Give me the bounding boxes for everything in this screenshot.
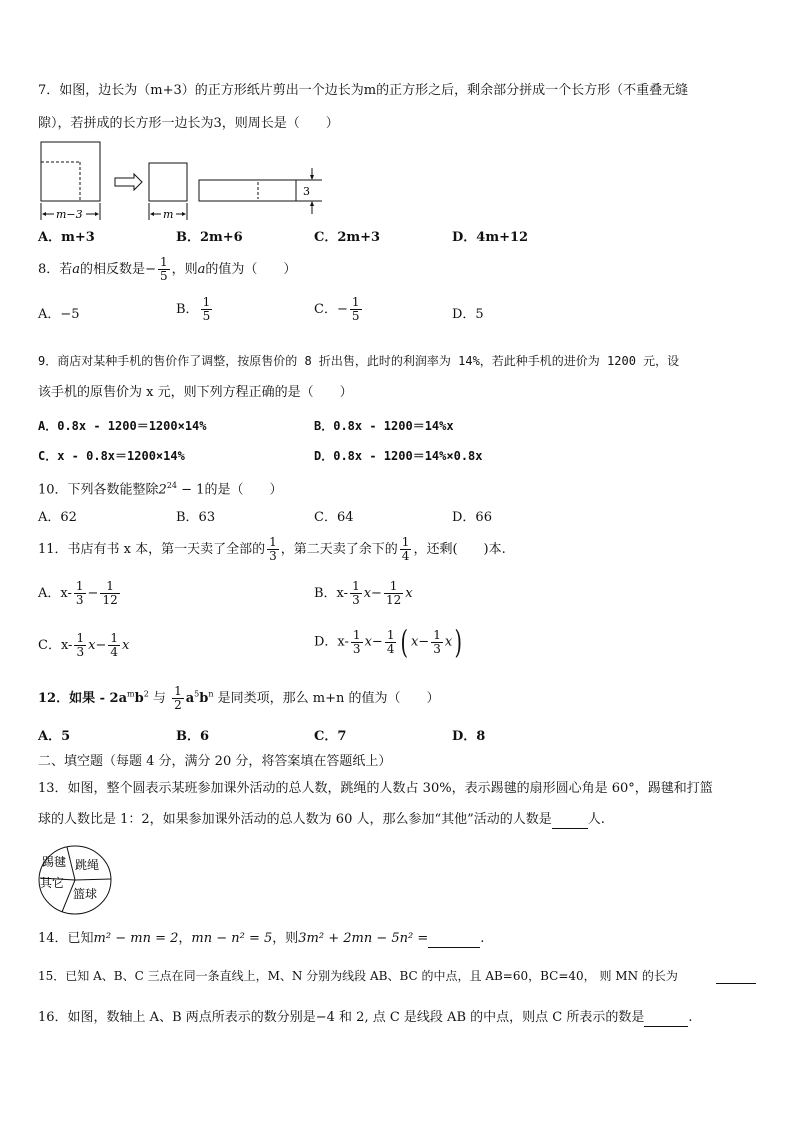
q15-stem: 15．已知 A、B、C 三点在同一条直线上，M、N 分别为线段 AB、BC 的中点，且 AB=60，BC=40， 则 MN 的长为	[38, 969, 678, 983]
q11-stem: 11．书店有书 x 本，第一天卖了全部的 $\frac{1}{3}$ ，第二天卖了余下的 $\frac{1}{4}$ ，还剩( )本.	[38, 535, 506, 563]
section-2-heading: 二、填空题（每题 4 分，满分 20 分，将答案填在答题纸上）	[38, 754, 392, 769]
small-square	[149, 163, 187, 201]
q16-answer-blank[interactable]	[644, 1010, 688, 1027]
q14-stem: 14．已知m² − mn = 2，mn − n² = 5，则3m² + 2mn − 5n² = .	[38, 931, 485, 946]
q12-option-b[interactable]: B．6	[176, 729, 210, 744]
pie-label-lanqiu: 篮球	[73, 887, 98, 901]
q7-option-c[interactable]: C．2m+3	[314, 230, 381, 245]
q13-answer-blank[interactable]	[552, 812, 588, 829]
q13-pie-figure	[36, 845, 116, 917]
q7-option-d[interactable]: D．4m+12	[452, 230, 529, 245]
q8-option-a[interactable]: A．−5	[38, 307, 80, 322]
q7-figure	[36, 138, 336, 224]
big-square	[41, 142, 100, 201]
q7-option-b[interactable]: B．2m+6	[176, 230, 243, 245]
q8-stem: 8．若a的相反数是− $\frac{1}{5}$ ，则a的值为（ ）	[38, 255, 297, 283]
q10-option-c[interactable]: C．64	[314, 510, 354, 525]
q10-option-d[interactable]: D．66	[452, 510, 492, 525]
pie-label-qita: 其它	[40, 876, 65, 890]
q11-option-b[interactable]: B．x- $\frac{1}{3}$ x− $\frac{1}{12}$ x	[314, 579, 413, 607]
q11-option-c[interactable]: C．x- $\frac{1}{3}$ x− $\frac{1}{4}$ x	[38, 631, 130, 659]
q14-answer-blank[interactable]	[428, 931, 480, 948]
q7-stem-line2: 隙），若拼成的长方形一边长为3，则周长是（ ）	[38, 116, 339, 131]
q13-stem-line2: 球的人数比是 1：2，如果参加课外活动的总人数为 60 人，那么参加“其他”活动的人数是 人.	[38, 812, 605, 827]
q9-option-d[interactable]: D．0.8x - 1200＝14%×0.8x	[314, 449, 483, 463]
label-m: m	[163, 208, 174, 221]
q9-option-b[interactable]: B．0.8x - 1200＝14%x	[314, 419, 454, 433]
rectangle	[199, 180, 296, 201]
q13-stem-line1: 13．如图，整个圆表示某班参加课外活动的总人数，跳绳的人数占 30%，表示踢毽的扇形圆心角是 60°，踢毽和打篮	[38, 781, 713, 796]
pie-label-tijian: 踢毽	[42, 855, 67, 869]
q12-stem: 12．如果 - $2a^mb^2$ 与 $\frac{1}{2}$ $a^5b^n$ 是同类项，那么 m+n 的值为（ ）	[38, 684, 440, 712]
q8-option-b[interactable]: B． $\frac{1}{5}$	[176, 295, 211, 323]
q7-stem-line1: 7．如图，边长为（m+3）的正方形纸片剪出一个边长为m的正方形之后，剩余部分拼成一个长方形（不重叠无缝	[38, 83, 689, 98]
arrow-icon	[115, 174, 142, 190]
q12-option-c[interactable]: C．7	[314, 729, 347, 744]
q8-option-c[interactable]: C．− $\frac{1}{5}$	[314, 295, 360, 323]
label-m-minus-3: m−3	[56, 208, 83, 221]
q7-option-a[interactable]: A．m+3	[38, 230, 95, 245]
q16-stem: 16．如图，数轴上 A、B 两点所表示的数分别是−4 和 2, 点 C 是线段 AB 的中点，则点 C 所表示的数是 .	[38, 1010, 693, 1025]
q12-option-a[interactable]: A．5	[38, 729, 71, 744]
q9-option-c[interactable]: C．x - 0.8x＝1200×14%	[38, 449, 185, 463]
q11-option-d[interactable]: D．x- $\frac{1}{3}$ x− $\frac{1}{4}$ ( x− $\frac{1}{3}$ x)	[314, 623, 463, 661]
q9-stem-line2: 该手机的原售价为 x 元，则下列方程正确的是（ ）	[38, 385, 353, 400]
q15-answer-blank[interactable]	[716, 968, 756, 984]
pie-label-tiaosheng: 跳绳	[75, 858, 100, 872]
q8-option-d[interactable]: D．5	[452, 307, 484, 322]
q10-stem: 10．下列各数能整除$2^{24} - 1$的是（ ）	[38, 481, 283, 498]
q9-stem-line1: 9．商店对某种手机的售价作了调整，按原售价的 8 折出售，此时的利润率为 14%，若此种手机的进价为 1200 元，设	[38, 354, 680, 368]
q9-option-a[interactable]: A．0.8x - 1200＝1200×14%	[38, 419, 207, 433]
q10-option-a[interactable]: A．62	[38, 510, 77, 525]
q12-option-d[interactable]: D．8	[452, 729, 486, 744]
label-3: 3	[303, 185, 310, 198]
q10-option-b[interactable]: B．63	[176, 510, 216, 525]
q11-option-a[interactable]: A．x- $\frac{1}{3}$ − $\frac{1}{12}$	[38, 579, 118, 607]
